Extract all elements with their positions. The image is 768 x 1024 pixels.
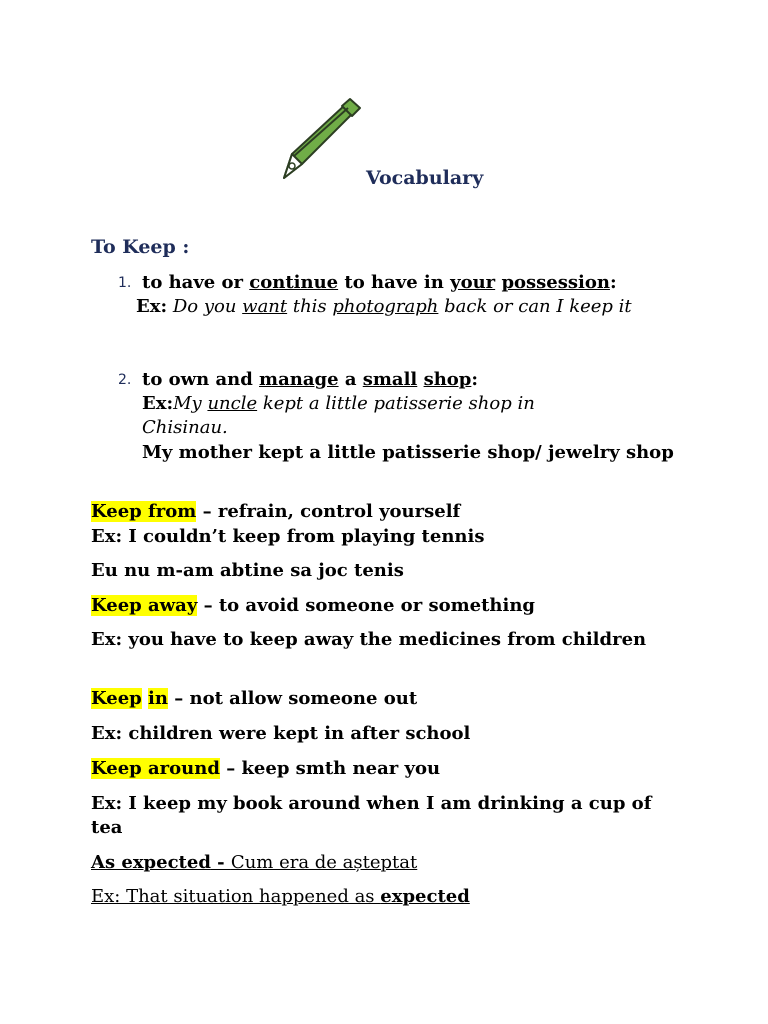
- phrase-as-expected: As expected - Cum era de așteptat: [91, 852, 418, 873]
- phrase-keep-around: Keep around – keep smth near you: [91, 758, 441, 779]
- phrase-keep-from: Keep from – refrain, control yourself: [91, 501, 461, 522]
- phrase-example: Ex: That situation happened as expected: [91, 886, 470, 907]
- item-number: 1.: [118, 275, 132, 291]
- phrase-example: Ex: you have to keep away the medicines from children: [91, 629, 647, 650]
- highlighted-term: Keep around: [91, 758, 220, 779]
- example-text: Ex:My uncle kept a little patisserie shop in Chisinau.: [142, 393, 535, 438]
- document-title: Vocabulary: [366, 167, 484, 189]
- phrase-keep-in: Keep in – not allow someone out: [91, 688, 418, 709]
- example-text: Ex: Do you want this photograph back or can I keep it: [136, 296, 632, 317]
- pencil-icon: [280, 96, 364, 182]
- highlighted-term: Keep from: [91, 501, 197, 522]
- definition-text: to have or continue to have in your possession:: [142, 272, 617, 293]
- translation-line: Eu nu m-am abtine sa joc tenis: [91, 560, 404, 581]
- definition-text: to own and manage a small shop:: [142, 369, 479, 390]
- phrase-example: Ex: children were kept in after school: [91, 723, 471, 744]
- phrase-example: Ex: I couldn’t keep from playing tennis: [91, 526, 485, 547]
- highlighted-term: Keep: [91, 688, 142, 709]
- phrase-example: Ex: I keep my book around when I am drinking a cup of tea: [91, 793, 652, 838]
- phrase-keep-away: Keep away – to avoid someone or something: [91, 595, 535, 616]
- highlighted-term: Keep away: [91, 595, 198, 616]
- highlighted-term: in: [148, 688, 168, 709]
- extra-example: My mother kept a little patisserie shop/ jewelry shop: [142, 442, 674, 463]
- item-number: 2.: [118, 372, 132, 388]
- section-heading: To Keep :: [91, 236, 190, 258]
- underlined-term: As expected: [91, 852, 211, 873]
